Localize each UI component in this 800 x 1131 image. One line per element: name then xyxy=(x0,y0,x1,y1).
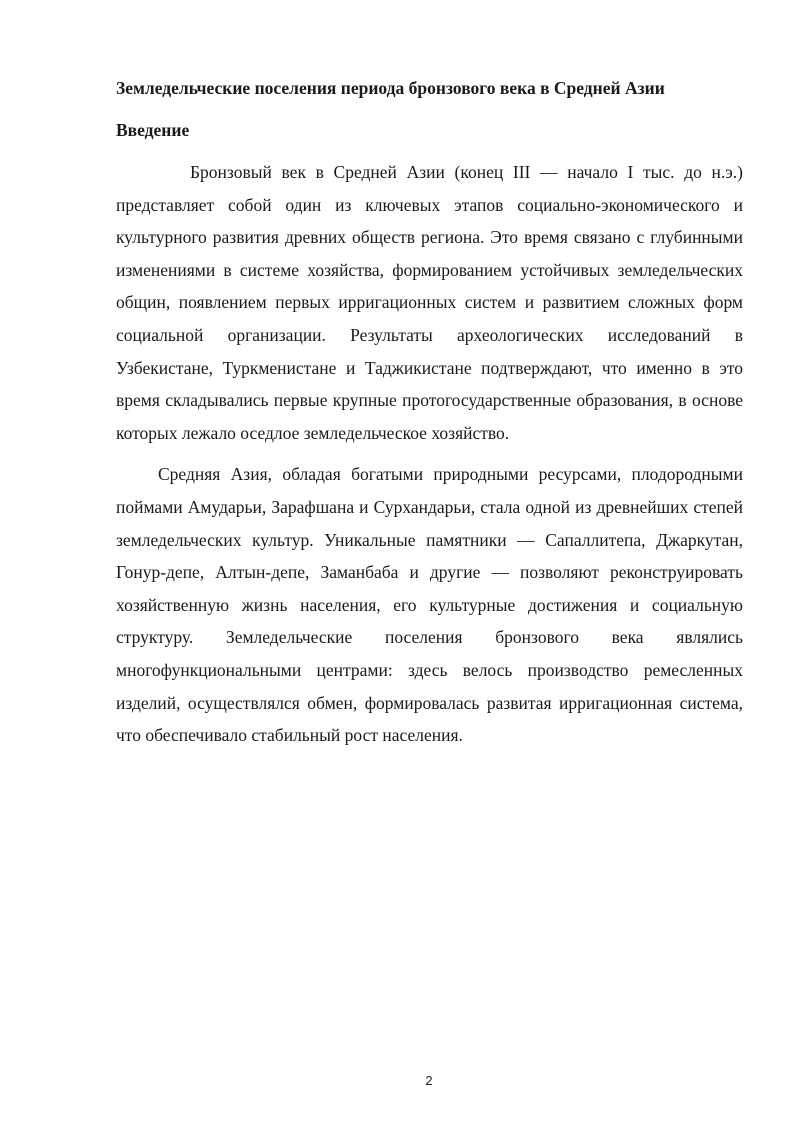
section-heading-introduction: Введение xyxy=(116,120,190,140)
page-number: 2 xyxy=(425,1073,433,1088)
paragraph-1: Бронзовый век в Средней Азии (конец III — начало I тыс. до н.э.) представляет собой один из ключевых этапов социально-экономического и культурного развития древних обществ региона. Это время связано с глубинными изменениями в системе хозяйства, формированием устойчивых земледельческих общин, появлением первых ирригационных систем и развитием сложных форм социальной организации. Результаты археологических исследований в Узбекистане, Туркменистане и Таджикистане подтверждают, что именно в это время складывались первые крупные протогосударственные образования, в основе которых лежало оседлое земледельческое хозяйство. xyxy=(116,162,743,443)
paragraph-2: Средняя Азия, обладая богатыми природными ресурсами, плодородными поймами Амударьи, Зарафшана и Сурхандарьи, стала одной из древнейших степей земледельческих культур. Уникальные памятники — Сапаллитепа, Джаркутан, Гонур-депе, Алтын-депе, Заманбаба и другие — позволяют реконструировать хозяйственную жизнь населения, его культурные достижения и социальную структуру. Земледельческие поселения бронзового века являлись многофункциональными центрами: здесь велось производство ремесленных изделий, осуществлялся обмен, формировалась развитая ирригационная система, что обеспечивало стабильный рост населения. xyxy=(116,464,743,746)
page-content xyxy=(116,72,743,752)
document-title: Земледельческие поселения периода бронзового века в Средней Азии xyxy=(116,78,665,98)
